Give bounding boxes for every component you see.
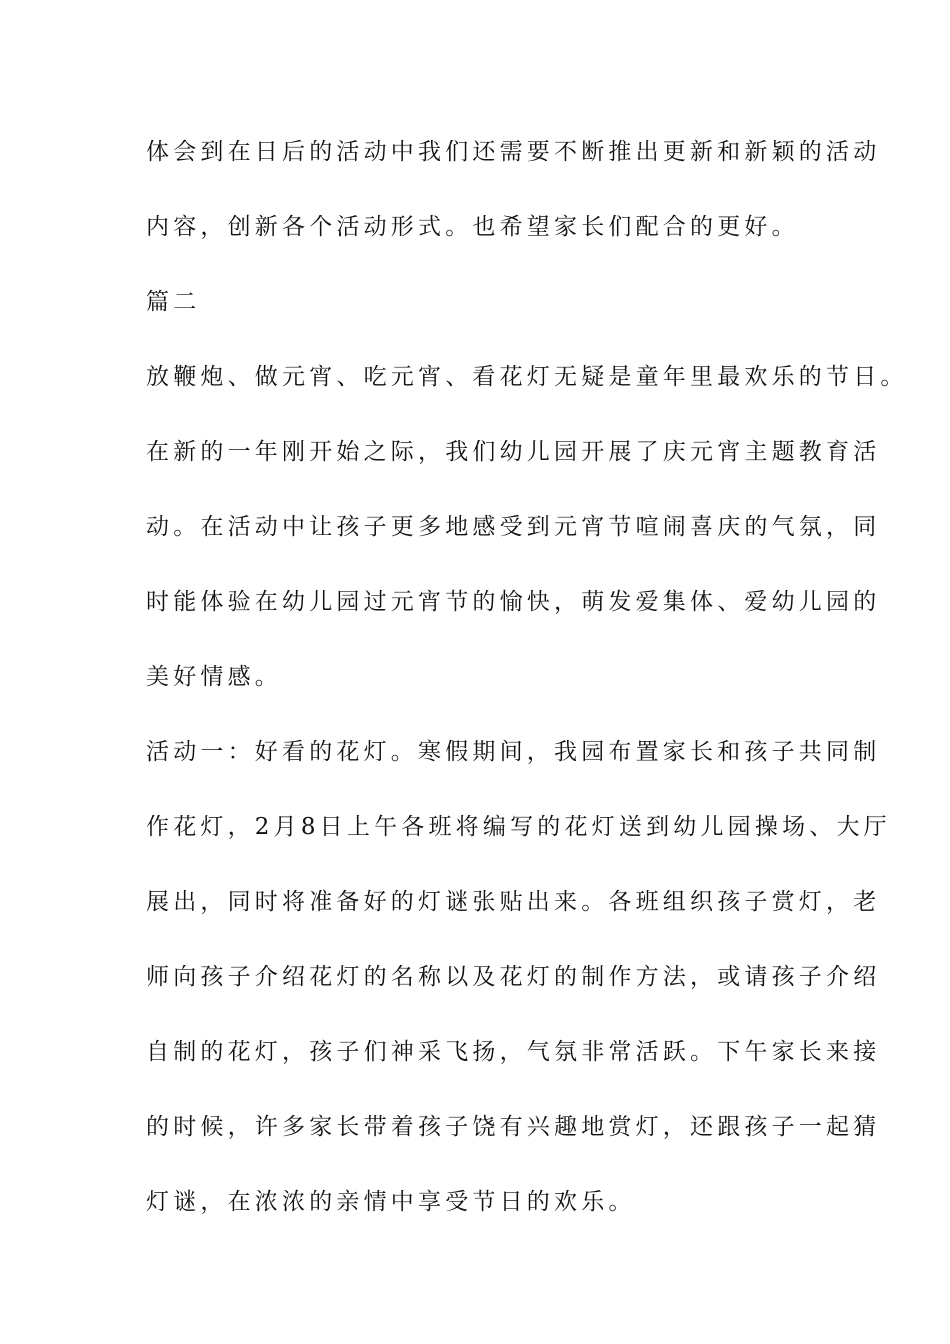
text-line-8: 美好情感。 xyxy=(146,664,282,690)
document-body xyxy=(146,126,908,1251)
text-line-10: 作花灯，2月8日上午各班将编写的花灯送到幼儿园操场、大厅 xyxy=(146,814,891,840)
text-line-12: 师向孩子介绍花灯的名称以及花灯的制作方法，或请孩子介绍 xyxy=(146,964,881,990)
text-line-2: 内容，创新各个活动形式。也希望家长们配合的更好。 xyxy=(146,214,799,240)
text-line-15: 灯谜，在浓浓的亲情中享受节日的欢乐。 xyxy=(146,1189,636,1215)
text-line-5: 在新的一年刚开始之际，我们幼儿园开展了庆元宵主题教育活 xyxy=(146,439,881,465)
text-line-4: 放鞭炮、做元宵、吃元宵、看花灯无疑是童年里最欢乐的节日。 xyxy=(146,364,908,390)
section-heading: 篇二 xyxy=(146,289,201,315)
text-line-14: 的时候，许多家长带着孩子饶有兴趣地赏灯，还跟孩子一起猜 xyxy=(146,1114,881,1140)
text-line-13: 自制的花灯，孩子们神采飞扬，气氛非常活跃。下午家长来接 xyxy=(146,1039,881,1065)
text-line-7: 时能体验在幼儿园过元宵节的愉快，萌发爱集体、爱幼儿园的 xyxy=(146,589,881,615)
text-line-11: 展出，同时将准备好的灯谜张贴出来。各班组织孩子赏灯，老 xyxy=(146,889,881,915)
text-line-1: 体会到在日后的活动中我们还需要不断推出更新和新颖的活动 xyxy=(146,139,881,165)
text-line-9: 活动一：好看的花灯。寒假期间，我园布置家长和孩子共同制 xyxy=(146,739,881,765)
text-line-6: 动。在活动中让孩子更多地感受到元宵节喧闹喜庆的气氛，同 xyxy=(146,514,881,540)
